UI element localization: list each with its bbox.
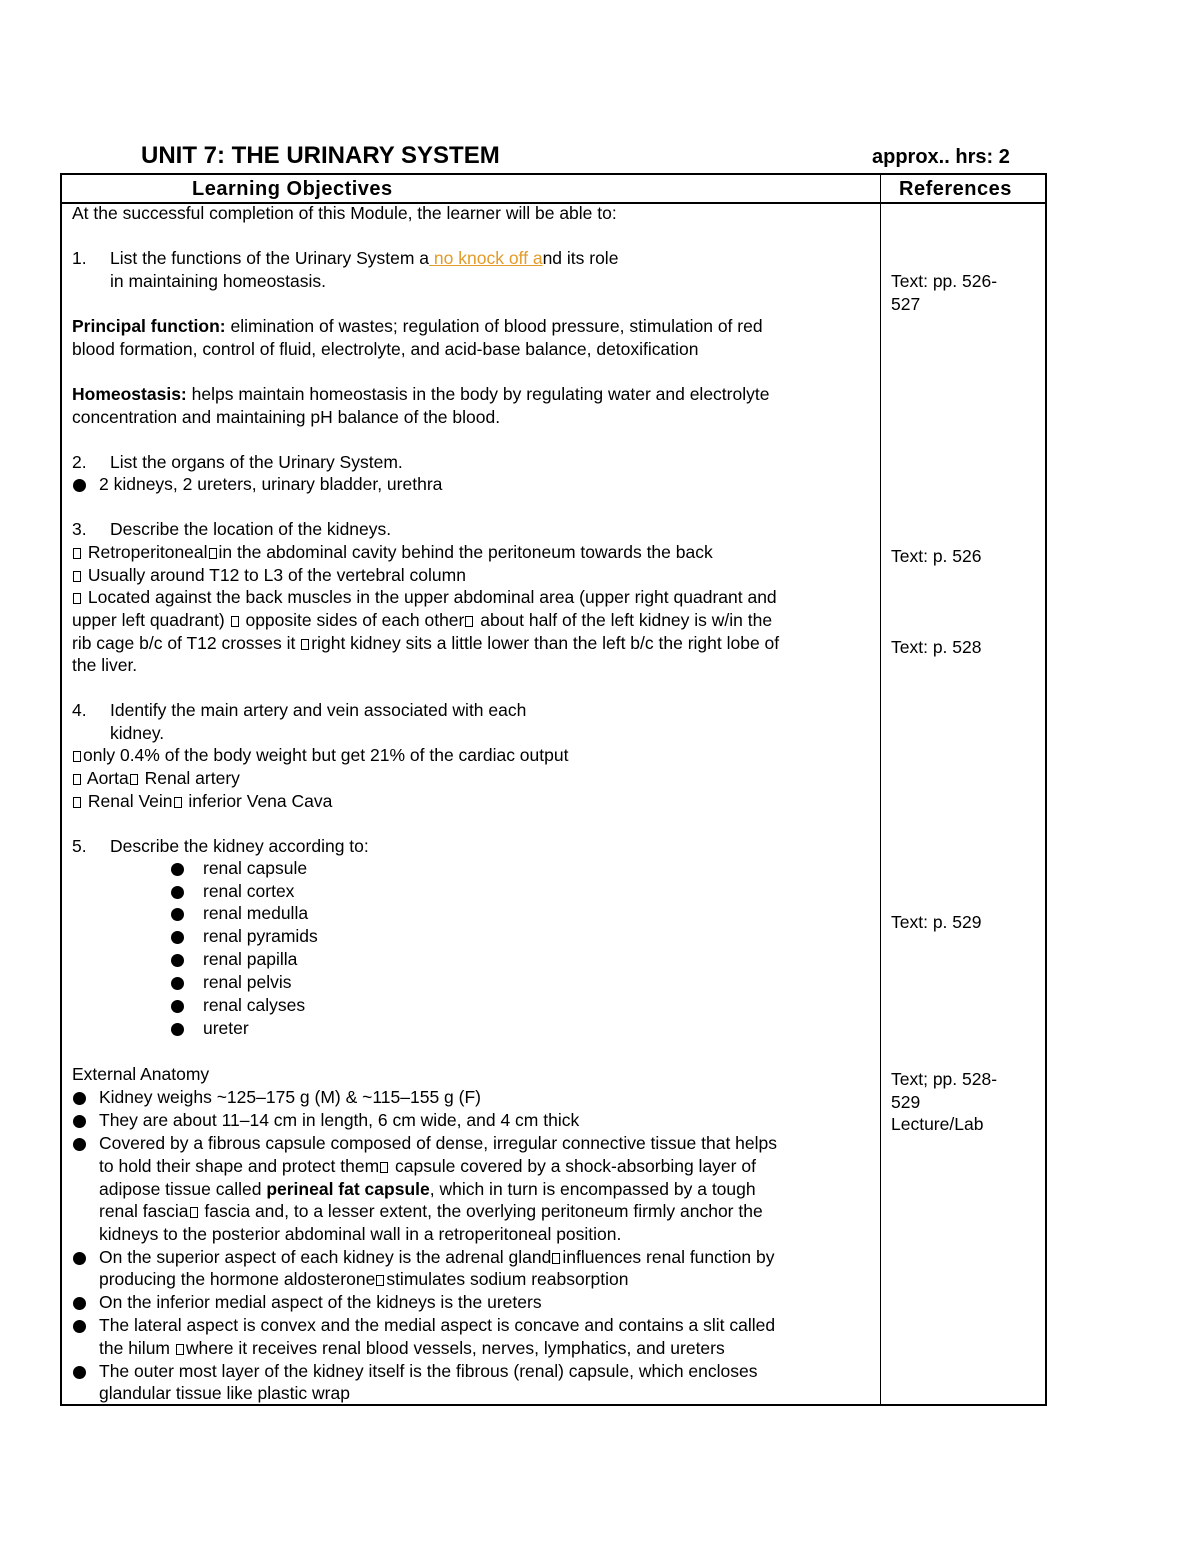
- reference-2: Text: p. 526: [891, 546, 982, 566]
- symbol-box-icon: [73, 751, 81, 762]
- external-b6l2b: where it receives renal blood vessels, nerves, lymphatics, and ureters: [185, 1338, 725, 1358]
- objective-3-b3c: opposite sides of each other: [240, 610, 465, 630]
- objective-4-bullet-2: [72, 767, 240, 790]
- symbol-box-icon: [465, 616, 473, 627]
- principal-function-text: elimination of wastes; regulation of blood pressure, stimulation of red: [225, 316, 763, 336]
- external-bullet-6: The lateral aspect is convex and the medial aspect is concave and contains a slit called: [99, 1315, 776, 1335]
- symbol-box-icon: [73, 774, 81, 785]
- external-bullet-3-line3: [99, 1178, 756, 1201]
- objective-2-text: List the organs of the Urinary System.: [110, 452, 403, 472]
- bullet-icon: [73, 1138, 86, 1151]
- objective-3-b3a: Located against the back muscles in the upper abdominal area (upper right quadrant and: [87, 587, 777, 607]
- reference-5-line2: 529: [891, 1092, 921, 1112]
- external-b3l3c: , which in turn is encompassed by a tough: [429, 1179, 756, 1199]
- external-bullet-6-line2: [99, 1337, 725, 1360]
- bullet-icon: [171, 1023, 184, 1036]
- objective-1-text: [110, 247, 618, 270]
- external-b3l2a: to hold their shape and protect them: [99, 1156, 380, 1176]
- reference-5: Text; pp. 528-: [891, 1069, 998, 1089]
- external-bullet-7-line2: glandular tissue like plastic wrap: [99, 1383, 350, 1403]
- objective-4-bullet-3: [72, 790, 332, 813]
- homeostasis-text: helps maintain homeostasis in the body by regulating water and electrolyte: [186, 384, 770, 404]
- symbol-box-icon: [73, 571, 81, 582]
- perineal-fat-capsule-term: perineal fat capsule: [266, 1179, 430, 1199]
- objective-3-b3b: upper left quadrant): [72, 610, 230, 630]
- intro-text: At the successful completion of this Module, the learner will be able to:: [72, 203, 617, 223]
- reference-5-line3: Lecture/Lab: [891, 1114, 984, 1134]
- symbol-box-icon: [552, 1253, 560, 1264]
- external-bullet-3-line5: kidneys to the posterior abdominal wall in a retroperitoneal position.: [99, 1224, 622, 1244]
- external-b3l4a: renal fascia: [99, 1201, 189, 1221]
- column-divider: [880, 175, 881, 1404]
- symbol-box-icon: [301, 639, 309, 650]
- bullet-icon: [73, 1092, 86, 1105]
- principal-function-line2: blood formation, control of fluid, electrolyte, and acid-base balance, detoxification: [72, 339, 699, 359]
- external-b4l2a: producing the hormone aldosterone: [99, 1269, 376, 1289]
- bullet-icon: [171, 1000, 184, 1013]
- list-item: renal pyramids: [203, 926, 318, 946]
- objective-4-b2a: Aorta: [86, 768, 129, 788]
- bullet-icon: [171, 931, 184, 944]
- symbol-box-icon: [73, 593, 81, 604]
- external-bullet-3-line2: [99, 1155, 756, 1178]
- external-b4l1b: influences renal function by: [562, 1247, 775, 1267]
- external-anatomy-heading: External Anatomy: [72, 1064, 210, 1084]
- objective-3-bullet-3: [72, 586, 777, 609]
- symbol-box-icon: [176, 1344, 184, 1355]
- list-item: renal pelvis: [203, 972, 292, 992]
- bullet-icon: [73, 1366, 86, 1379]
- homeostasis-line2: concentration and maintaining pH balance of the blood.: [72, 407, 501, 427]
- external-b4l2b: stimulates sodium reabsorption: [386, 1269, 629, 1289]
- external-b6l2a: the hilum: [99, 1338, 175, 1358]
- reference-1-line2: 527: [891, 294, 921, 314]
- objective-1-post: nd its role: [542, 248, 619, 268]
- objective-2-number: 2.: [72, 452, 87, 472]
- objective-3-bullet-1: [72, 541, 713, 564]
- tracked-insertion: no knock off a: [429, 248, 543, 268]
- objective-2-bullet: 2 kidneys, 2 ureters, urinary bladder, urethra: [99, 474, 443, 494]
- objective-1-number: 1.: [72, 248, 87, 268]
- objective-4-text-line2: kidney.: [110, 723, 165, 743]
- objective-3-bullet-3-line2: [72, 609, 772, 632]
- objective-3-bullet-3-line4: the liver.: [72, 655, 138, 675]
- external-b3l2b: capsule covered by a shock-absorbing layer of: [390, 1156, 756, 1176]
- symbol-box-icon: [73, 548, 81, 559]
- objective-4-number: 4.: [72, 700, 87, 720]
- objective-1-pre: List the functions of the Urinary System a: [110, 248, 430, 268]
- objective-4-text: Identify the main artery and vein associated with each: [110, 700, 527, 720]
- objective-3-b3d: about half of the left kidney is w/in the: [475, 610, 773, 630]
- reference-3: Text: p. 528: [891, 637, 982, 657]
- objective-3-bullet-2: [72, 564, 466, 587]
- list-item: renal papilla: [203, 949, 298, 969]
- bullet-icon: [73, 479, 86, 492]
- list-item: renal medulla: [203, 903, 309, 923]
- symbol-box-icon: [231, 616, 239, 627]
- list-item: ureter: [203, 1018, 249, 1038]
- bullet-icon: [73, 1115, 86, 1128]
- symbol-box-icon: [380, 1162, 388, 1173]
- references-header: References: [899, 178, 1012, 200]
- external-bullet-2: They are about 11–14 cm in length, 6 cm wide, and 4 cm thick: [99, 1110, 580, 1130]
- objective-4-b3a: Renal Vein: [87, 791, 173, 811]
- reference-1: Text: pp. 526-: [891, 271, 998, 291]
- objective-3-bullet-3-line3: [72, 632, 779, 655]
- symbol-box-icon: [376, 1275, 384, 1286]
- external-bullet-7: The outer most layer of the kidney itself is the fibrous (renal) capsule, which encloses: [99, 1361, 758, 1381]
- symbol-box-icon: [130, 774, 138, 785]
- reference-4: Text: p. 529: [891, 912, 982, 932]
- external-bullet-5: On the inferior medial aspect of the kidneys is the ureters: [99, 1292, 542, 1312]
- objective-4-b1: only 0.4% of the body weight but get 21% of the cardiac output: [83, 745, 569, 765]
- principal-function-line1: [72, 315, 763, 338]
- symbol-box-icon: [209, 548, 217, 559]
- objective-3-number: 3.: [72, 519, 87, 539]
- objective-4-b2b: Renal artery: [139, 768, 240, 788]
- objective-3-b1b: in the abdominal cavity behind the peritoneum towards the back: [218, 542, 713, 562]
- bullet-icon: [171, 863, 184, 876]
- approx-hours: approx.. hrs: 2: [872, 146, 1010, 168]
- objective-5-number: 5.: [72, 836, 87, 856]
- symbol-box-icon: [73, 797, 81, 808]
- symbol-box-icon: [174, 797, 182, 808]
- external-bullet-1: Kidney weighs ~125–175 g (M) & ~115–155 g (F): [99, 1087, 481, 1107]
- principal-function-label: Principal function:: [72, 316, 226, 336]
- bullet-icon: [171, 977, 184, 990]
- page-title: UNIT 7: THE URINARY SYSTEM: [141, 142, 500, 169]
- bullet-icon: [171, 954, 184, 967]
- objective-4-b3b: inferior Vena Cava: [183, 791, 333, 811]
- learning-objectives-header: Learning Objectives: [192, 178, 393, 200]
- objective-3-b1a: Retroperitoneal: [87, 542, 208, 562]
- objective-3-b3e: rib cage b/c of T12 crosses it: [72, 633, 301, 653]
- bullet-icon: [73, 1252, 86, 1265]
- list-item: renal capsule: [203, 858, 308, 878]
- objective-3-text: Describe the location of the kidneys.: [110, 519, 392, 539]
- homeostasis-label: Homeostasis:: [72, 384, 187, 404]
- bullet-icon: [73, 1320, 86, 1333]
- external-bullet-3: Covered by a fibrous capsule composed of dense, irregular connective tissue that helps: [99, 1133, 778, 1153]
- objective-3-b3f: right kidney sits a little lower than the left b/c the right lobe of: [311, 633, 780, 653]
- objective-5-text: Describe the kidney according to:: [110, 836, 369, 856]
- list-item: renal calyses: [203, 995, 306, 1015]
- bullet-icon: [73, 1297, 86, 1310]
- objective-4-bullet-1: [72, 744, 568, 767]
- external-bullet-4: [99, 1246, 774, 1269]
- external-bullet-3-line4: [99, 1200, 763, 1223]
- bullet-icon: [171, 908, 184, 921]
- homeostasis-line1: [72, 383, 769, 406]
- symbol-box-icon: [190, 1207, 198, 1218]
- list-item: renal cortex: [203, 881, 295, 901]
- bullet-icon: [171, 886, 184, 899]
- objective-3-b2: Usually around T12 to L3 of the vertebral column: [87, 565, 466, 585]
- external-bullet-4-line2: [99, 1268, 629, 1291]
- external-b3l4b: fascia and, to a lesser extent, the overlying peritoneum firmly anchor the: [199, 1201, 763, 1221]
- external-b3l3a: adipose tissue called: [99, 1179, 267, 1199]
- external-b4l1a: On the superior aspect of each kidney is the adrenal gland: [99, 1247, 552, 1267]
- objective-1-text-line2: in maintaining homeostasis.: [110, 271, 326, 291]
